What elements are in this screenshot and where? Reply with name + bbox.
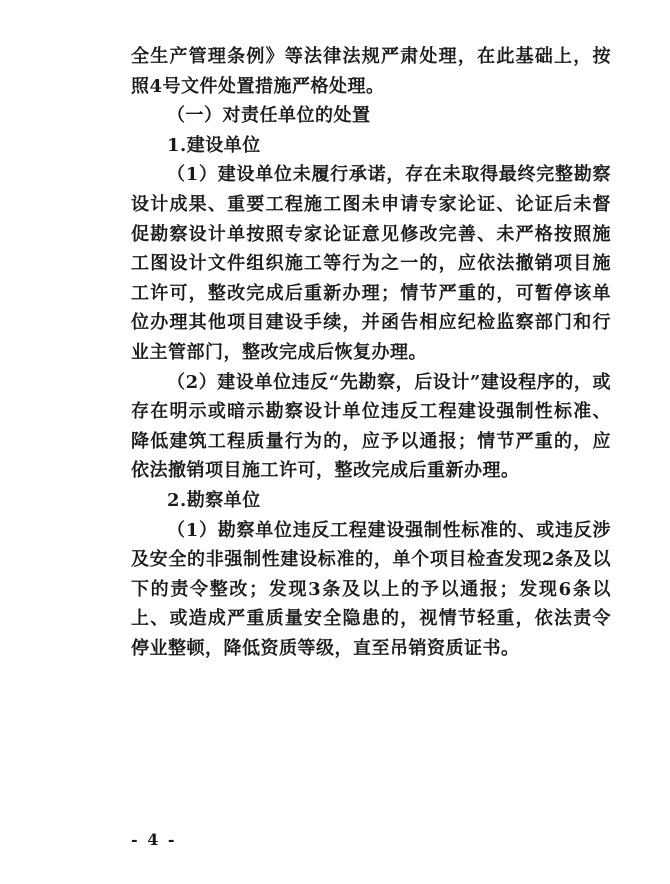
page-number: - 4 - [131,830,177,849]
paragraph-survey-unit-item-1: （1）勘察单位违反工程建设强制性标准的、或违反涉及安全的非强制性建设标准的，单个项目检查发现2条及以下的责令整改；发现3条及以上的予以通报；发现6条以上、或造成严重质量安全隐患的，视情节轻重，依法责令停业整顿，降低资质等级，直至吊销资质证书。 [131,519,611,659]
section-heading-responsible-units: （一）对责任单位的处置 [167,105,371,127]
paragraph-construction-unit-item-2: （2）建设单位违反“先勘察，后设计”建设程序的，或存在明示或暗示勘察设计单位违反工程建设强制性标准、降低建筑工程质量行为的，应予以通报；情节严重的，应依法撤销项目施工许可，整改完成后重新办理。 [131,371,611,482]
subsection-heading-construction-unit: 1.建设单位 [167,134,261,156]
document-body [131,42,611,663]
paragraph-continuation: 全生产管理条例》等法律法规严肃处理，在此基础上，按照4号文件处置措施严格处理。 [131,46,611,97]
subsection-heading-survey-unit: 2.勘察单位 [167,489,261,511]
paragraph-construction-unit-item-1: （1）建设单位未履行承诺，存在未取得最终完整勘察设计成果、重要工程施工图未申请专家论证、论证后未督促勘察设计单按照专家论证意见修改完善、未严格按照施工图设计文件组织施工等行为之一的，应依法撤销项目施工许可，整改完成后重新办理；情节严重的，可暂停该单位办理其他项目建设手续，并函告相应纪检监察部门和行业主管部门，整改完成后恢复办理。 [131,164,611,363]
